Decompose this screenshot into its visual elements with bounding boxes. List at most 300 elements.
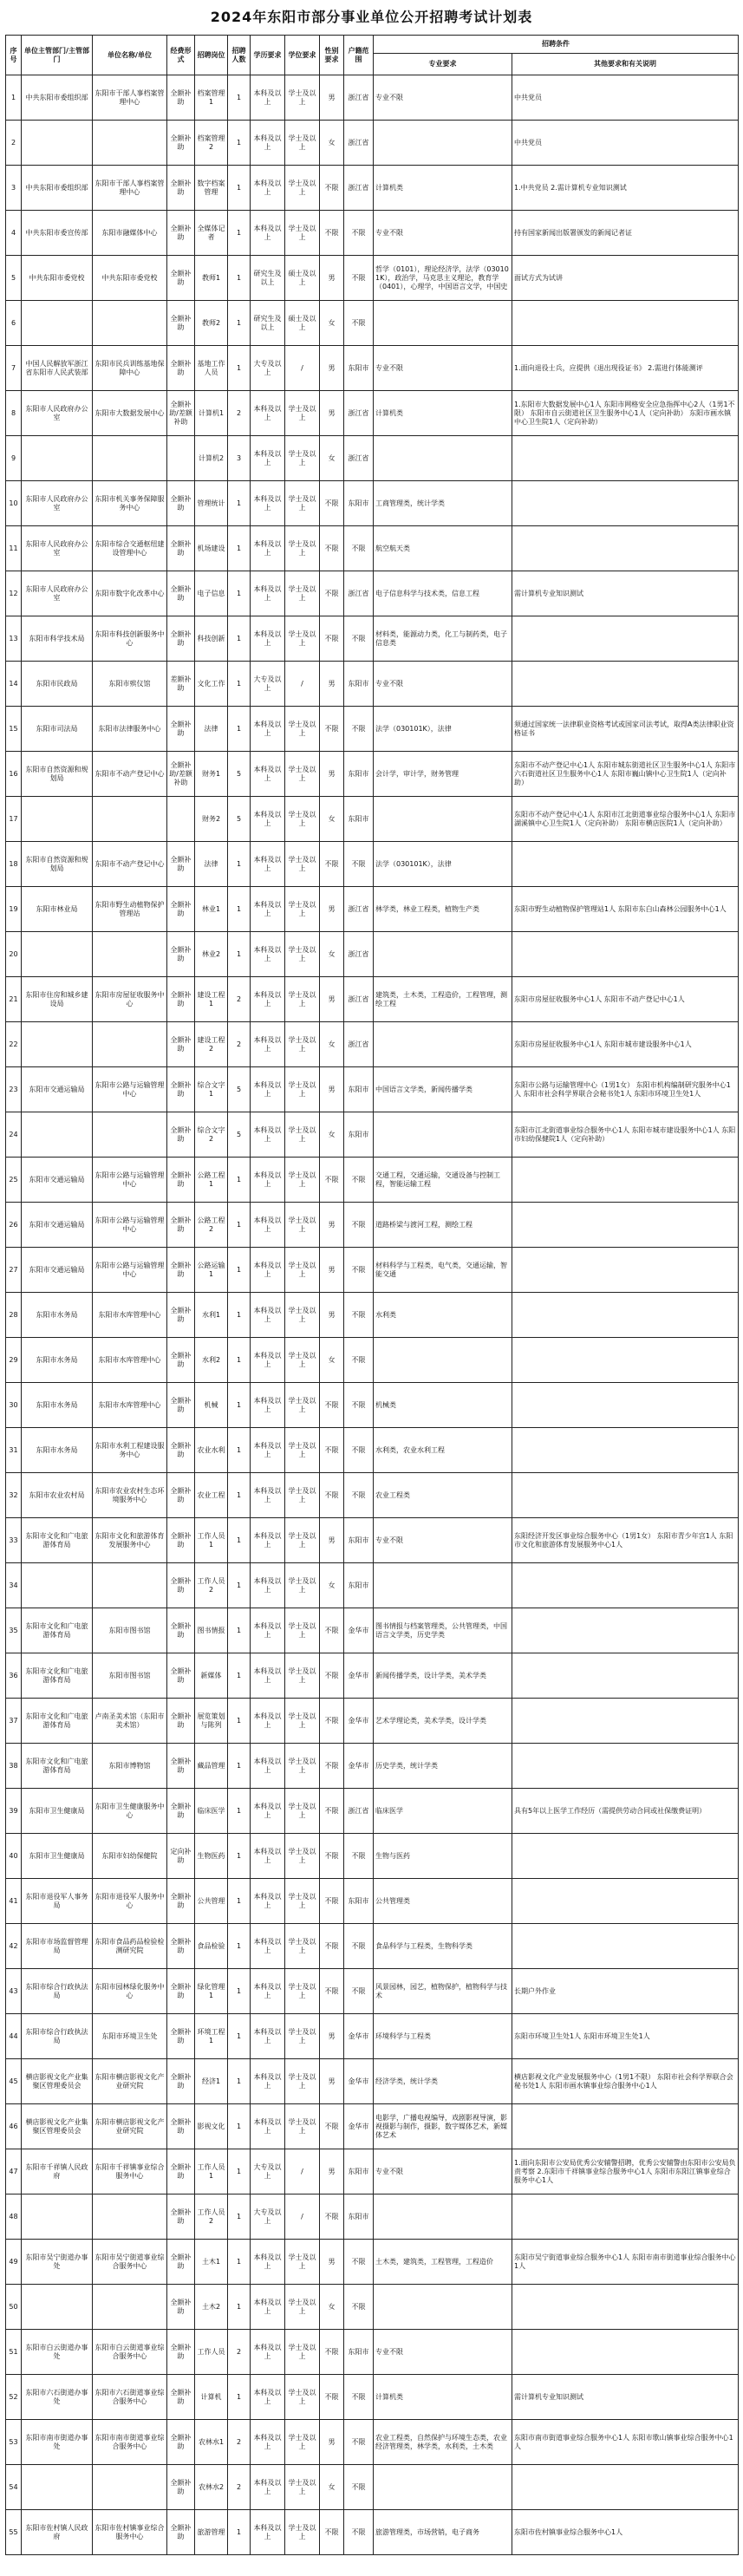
cell-funding: 全额补助 <box>167 2330 195 2375</box>
header-position: 招聘岗位 <box>195 36 228 75</box>
cell-education: 本科及以上 <box>251 2510 285 2555</box>
cell-residence: 不限 <box>344 707 374 752</box>
cell-major: 计算机类 <box>374 391 512 436</box>
cell-degree: 学士及以上 <box>285 752 320 797</box>
cell-residence: 金华市 <box>344 1699 374 1744</box>
cell-department: 东阳市文化和广电旅游体育局 <box>22 1653 93 1699</box>
cell-education: 本科及以上 <box>251 1112 285 1158</box>
cell-notes <box>512 1158 739 1203</box>
cell-degree: 学士及以上 <box>285 1789 320 1834</box>
cell-position: 工作人员 <box>195 2330 228 2375</box>
table-row <box>6 1158 739 1203</box>
cell-major: 专业不限 <box>374 662 512 707</box>
header-major: 专业要求 <box>374 54 512 75</box>
cell-position: 综合文字1 <box>195 1067 228 1112</box>
table-row <box>6 1473 739 1518</box>
cell-unit: 东阳市文化和旅游体育发展服务中心 <box>93 1518 167 1563</box>
cell-notes: 东阳市佐村镇事业综合服务中心1人 <box>512 2510 739 2555</box>
cell-funding: 全额补助 <box>167 1969 195 2014</box>
cell-count: 1 <box>228 166 251 211</box>
cell-unit: 东阳市公路与运输管理中心 <box>93 1248 167 1293</box>
cell-degree: 学士及以上 <box>285 75 320 121</box>
cell-degree: 学士及以上 <box>285 2104 320 2149</box>
cell-department <box>22 436 93 481</box>
cell-count: 2 <box>228 2330 251 2375</box>
cell-gender: 男 <box>320 391 344 436</box>
cell-major <box>374 797 512 842</box>
cell-gender: 女 <box>320 932 344 977</box>
cell-department: 东阳市交通运输局 <box>22 1203 93 1248</box>
cell-gender: 不限 <box>320 707 344 752</box>
cell-position: 展览策划与陈列 <box>195 1699 228 1744</box>
cell-notes <box>512 1563 739 1608</box>
cell-department: 东阳市退役军人事务局 <box>22 1879 93 1924</box>
cell-degree: 学士及以上 <box>285 616 320 662</box>
cell-notes <box>512 1608 739 1653</box>
cell-position: 农林水1 <box>195 2420 228 2465</box>
cell-count: 1 <box>228 2285 251 2330</box>
cell-department: 东阳市综合行政执法局 <box>22 1969 93 2014</box>
cell-index: 44 <box>6 2014 22 2059</box>
cell-position: 公共管理 <box>195 1879 228 1924</box>
cell-count: 2 <box>228 391 251 436</box>
cell-department: 东阳市交通运输局 <box>22 1067 93 1112</box>
cell-count: 1 <box>228 256 251 301</box>
cell-major: 环境科学与工程类 <box>374 2014 512 2059</box>
cell-notes <box>512 1699 739 1744</box>
cell-unit: 东阳市图书馆 <box>93 1653 167 1699</box>
cell-major: 新闻传播学类，设计学类，美术学类 <box>374 1653 512 1699</box>
cell-index: 55 <box>6 2510 22 2555</box>
cell-count: 5 <box>228 797 251 842</box>
header-gender: 性别要求 <box>320 36 344 75</box>
cell-residence: 东阳市 <box>344 481 374 526</box>
table-row <box>6 1428 739 1473</box>
cell-count: 1 <box>228 1158 251 1203</box>
cell-unit <box>93 436 167 481</box>
cell-unit: 东阳市融媒体中心 <box>93 211 167 256</box>
cell-position: 林业2 <box>195 932 228 977</box>
cell-gender: 女 <box>320 1112 344 1158</box>
cell-index: 6 <box>6 301 22 346</box>
cell-unit <box>93 301 167 346</box>
cell-department <box>22 121 93 166</box>
table-row <box>6 346 739 391</box>
table-row <box>6 2285 739 2330</box>
cell-residence: 不限 <box>344 616 374 662</box>
cell-funding: 全额补助 <box>167 526 195 571</box>
cell-education: 本科及以上 <box>251 1473 285 1518</box>
table-row <box>6 887 739 932</box>
cell-major <box>374 2285 512 2330</box>
cell-count: 1 <box>228 571 251 616</box>
cell-degree: 学士及以上 <box>285 2375 320 2420</box>
cell-funding: 全额补助 <box>167 2510 195 2555</box>
cell-count: 1 <box>228 1969 251 2014</box>
table-row <box>6 1563 739 1608</box>
cell-department: 东阳市水务局 <box>22 1428 93 1473</box>
cell-count: 1 <box>228 1744 251 1789</box>
cell-notes <box>512 1744 739 1789</box>
cell-gender: 女 <box>320 2465 344 2510</box>
cell-degree: 学士及以上 <box>285 2420 320 2465</box>
cell-major: 林学类，林业工程类，植物生产类 <box>374 887 512 932</box>
cell-gender: 女 <box>320 1338 344 1383</box>
cell-degree: 学士及以上 <box>285 1518 320 1563</box>
cell-unit: 卢南圣美术馆（东阳市美术馆） <box>93 1699 167 1744</box>
cell-unit: 东阳市退役军人服务中心 <box>93 1879 167 1924</box>
table-row <box>6 301 739 346</box>
cell-funding: 全额补助 <box>167 2375 195 2420</box>
cell-count: 1 <box>228 932 251 977</box>
cell-major: 法学（030101K），法律 <box>374 842 512 887</box>
cell-count: 1 <box>228 1383 251 1428</box>
cell-gender: 男 <box>320 2059 344 2104</box>
cell-position: 公路运输1 <box>195 1248 228 1293</box>
cell-residence: 东阳市 <box>344 1518 374 1563</box>
table-row <box>6 2375 739 2420</box>
cell-gender: 男 <box>320 2149 344 2194</box>
cell-major: 水利类 <box>374 1293 512 1338</box>
cell-unit: 东阳市妇幼保健院 <box>93 1834 167 1879</box>
cell-gender: 男 <box>320 1067 344 1112</box>
cell-education: 本科及以上 <box>251 1067 285 1112</box>
cell-notes: 1.中共党员 2.需计算机专业知识测试 <box>512 166 739 211</box>
cell-gender: 男 <box>320 1248 344 1293</box>
table-row <box>6 571 739 616</box>
cell-education: 本科及以上 <box>251 707 285 752</box>
header-count: 招聘人数 <box>228 36 251 75</box>
cell-notes <box>512 1473 739 1518</box>
cell-residence: 不限 <box>344 1834 374 1879</box>
cell-education: 本科及以上 <box>251 1653 285 1699</box>
cell-residence: 金华市 <box>344 2104 374 2149</box>
table-row <box>6 526 739 571</box>
cell-degree: / <box>285 2149 320 2194</box>
cell-degree: 学士及以上 <box>285 1338 320 1383</box>
cell-funding: 全额补助 <box>167 1383 195 1428</box>
cell-position: 旅游管理 <box>195 2510 228 2555</box>
cell-education: 本科及以上 <box>251 1383 285 1428</box>
cell-index: 16 <box>6 752 22 797</box>
cell-index: 21 <box>6 977 22 1022</box>
cell-residence: 浙江省 <box>344 1022 374 1067</box>
table-row <box>6 1112 739 1158</box>
cell-residence: 不限 <box>344 1203 374 1248</box>
cell-department: 东阳市卫生健康局 <box>22 1789 93 1834</box>
cell-notes <box>512 301 739 346</box>
cell-index: 32 <box>6 1473 22 1518</box>
cell-major: 哲学（0101），理论经济学，法学（030101K），政治学，马克思主义理论，教育学（0401），心理学，中国语言文学，中国史 <box>374 256 512 301</box>
cell-count: 1 <box>228 1518 251 1563</box>
cell-unit: 东阳市干部人事档案管理中心 <box>93 166 167 211</box>
cell-department: 东阳市自然资源和规划局 <box>22 842 93 887</box>
cell-education: 本科及以上 <box>251 2240 285 2285</box>
cell-notes <box>512 1653 739 1699</box>
cell-funding: 全额补助 <box>167 1518 195 1563</box>
cell-major: 计算机类 <box>374 166 512 211</box>
cell-major: 艺术学理论类，美术学类，设计学类 <box>374 1699 512 1744</box>
cell-funding: 全额补助/差额补助 <box>167 752 195 797</box>
cell-index: 38 <box>6 1744 22 1789</box>
cell-position: 工作人员1 <box>195 2149 228 2194</box>
cell-residence: 东阳市 <box>344 1112 374 1158</box>
cell-gender: 男 <box>320 2014 344 2059</box>
cell-position: 档案管理1 <box>195 75 228 121</box>
cell-index: 39 <box>6 1789 22 1834</box>
cell-position: 经济1 <box>195 2059 228 2104</box>
cell-residence: 不限 <box>344 1383 374 1428</box>
cell-residence: 不限 <box>344 1924 374 1969</box>
cell-degree: / <box>285 346 320 391</box>
cell-index: 52 <box>6 2375 22 2420</box>
cell-index: 1 <box>6 75 22 121</box>
cell-unit <box>93 932 167 977</box>
table-row <box>6 932 739 977</box>
cell-major: 旅游管理类，市场营销，电子商务 <box>374 2510 512 2555</box>
cell-position: 机械 <box>195 1383 228 1428</box>
cell-position: 农业水利 <box>195 1428 228 1473</box>
cell-major: 电影学，广播电视编导，戏剧影视导演，影视摄影与制作，摄影，数字媒体艺术，新媒体艺术 <box>374 2104 512 2149</box>
cell-unit: 东阳市千祥镇事业综合服务中心 <box>93 2149 167 2194</box>
cell-degree: 学士及以上 <box>285 2510 320 2555</box>
cell-department <box>22 1563 93 1608</box>
table-row <box>6 1293 739 1338</box>
cell-gender: 不限 <box>320 526 344 571</box>
recruitment-table <box>5 35 739 2555</box>
cell-department: 东阳市水务局 <box>22 1383 93 1428</box>
cell-index: 46 <box>6 2104 22 2149</box>
cell-degree: 学士及以上 <box>285 2330 320 2375</box>
cell-education: 本科及以上 <box>251 166 285 211</box>
cell-position: 机场建设 <box>195 526 228 571</box>
cell-unit: 东阳市科技创新服务中心 <box>93 616 167 662</box>
cell-count: 1 <box>228 1789 251 1834</box>
cell-index: 8 <box>6 391 22 436</box>
table-row <box>6 121 739 166</box>
table-row <box>6 1248 739 1293</box>
cell-notes: 东阳市房屋征收服务中心1人 东阳市不动产登记中心1人 <box>512 977 739 1022</box>
cell-degree: 学士及以上 <box>285 842 320 887</box>
cell-department <box>22 2465 93 2510</box>
cell-education: 大专及以上 <box>251 346 285 391</box>
cell-residence: 不限 <box>344 1158 374 1203</box>
cell-major <box>374 1112 512 1158</box>
cell-notes: 东阳市公路与运输管理中心（1男1女） 东阳市机构编制研究服务中心1人 东阳市社会科学界联合会秘书处1人 东阳市环境卫生处1人 <box>512 1067 739 1112</box>
cell-index: 45 <box>6 2059 22 2104</box>
cell-degree: 学士及以上 <box>285 166 320 211</box>
cell-gender: 不限 <box>320 166 344 211</box>
table-row <box>6 2420 739 2465</box>
cell-index: 53 <box>6 2420 22 2465</box>
cell-degree: 学士及以上 <box>285 1383 320 1428</box>
table-row <box>6 752 739 797</box>
cell-residence: 不限 <box>344 2240 374 2285</box>
cell-notes <box>512 616 739 662</box>
cell-unit: 东阳市法律服务中心 <box>93 707 167 752</box>
table-row <box>6 1744 739 1789</box>
cell-count: 1 <box>228 1248 251 1293</box>
cell-index: 24 <box>6 1112 22 1158</box>
cell-position: 财务2 <box>195 797 228 842</box>
cell-count: 1 <box>228 1203 251 1248</box>
cell-count: 2 <box>228 2465 251 2510</box>
cell-residence: 不限 <box>344 211 374 256</box>
cell-unit: 东阳市六石街道事业综合服务中心 <box>93 2375 167 2420</box>
cell-education: 本科及以上 <box>251 436 285 481</box>
cell-notes: 东阳市江北街道事业综合服务中心1人 东阳市城市建设服务中心1人 东阳市妇幼保健院1人（定向补助） <box>512 1112 739 1158</box>
cell-unit: 东阳市博物馆 <box>93 1744 167 1789</box>
cell-count: 1 <box>228 75 251 121</box>
cell-index: 15 <box>6 707 22 752</box>
cell-index: 27 <box>6 1248 22 1293</box>
cell-major <box>374 436 512 481</box>
cell-gender: 女 <box>320 1022 344 1067</box>
cell-education: 本科及以上 <box>251 481 285 526</box>
cell-education: 本科及以上 <box>251 2285 285 2330</box>
cell-major: 历史学类，统计学类 <box>374 1744 512 1789</box>
cell-gender: 不限 <box>320 1789 344 1834</box>
cell-degree: 学士及以上 <box>285 1473 320 1518</box>
cell-degree: 学士及以上 <box>285 1924 320 1969</box>
cell-department: 中共东阳市委组织部 <box>22 166 93 211</box>
cell-gender: 男 <box>320 75 344 121</box>
cell-residence: 浙江省 <box>344 887 374 932</box>
page-title: 2024年东阳市部分事业单位公开招聘考试计划表 <box>210 9 533 25</box>
cell-major <box>374 2465 512 2510</box>
cell-degree: 硕士及以上 <box>285 256 320 301</box>
cell-position: 藏品管理 <box>195 1744 228 1789</box>
cell-degree: 学士及以上 <box>285 707 320 752</box>
cell-major: 专业不限 <box>374 346 512 391</box>
cell-count: 5 <box>228 1112 251 1158</box>
cell-count: 1 <box>228 842 251 887</box>
cell-position: 土木2 <box>195 2285 228 2330</box>
cell-major: 临床医学 <box>374 1789 512 1834</box>
cell-residence: 不限 <box>344 1428 374 1473</box>
cell-funding: 全额补助 <box>167 75 195 121</box>
table-row <box>6 842 739 887</box>
table-row <box>6 436 739 481</box>
cell-unit: 东阳市农业农村生态环境服务中心 <box>93 1473 167 1518</box>
cell-position: 绿化管理1 <box>195 1969 228 2014</box>
cell-count: 1 <box>228 1608 251 1653</box>
cell-unit: 东阳市南市街道事业综合服务中心 <box>93 2420 167 2465</box>
cell-unit <box>93 2194 167 2240</box>
cell-position: 公路工程2 <box>195 1203 228 1248</box>
cell-count: 5 <box>228 752 251 797</box>
cell-count: 1 <box>228 346 251 391</box>
cell-position: 工作人员2 <box>195 2194 228 2240</box>
cell-gender: 女 <box>320 797 344 842</box>
cell-degree: 学士及以上 <box>285 1834 320 1879</box>
cell-position: 综合文字2 <box>195 1112 228 1158</box>
cell-gender: 不限 <box>320 1608 344 1653</box>
cell-major: 农业工程类 <box>374 1473 512 1518</box>
cell-notes: 1.东阳市大数据发展中心1人 东阳市网格安全应急指挥中心2人（1男1不限） 东阳市自云街道社区卫生服务中心1人（定向补助） 东阳市画水镇中心卫生院1人（定向补助） <box>512 391 739 436</box>
cell-funding: 全额补助 <box>167 2194 195 2240</box>
cell-notes <box>512 1879 739 1924</box>
cell-index: 2 <box>6 121 22 166</box>
table-row <box>6 797 739 842</box>
cell-residence: 不限 <box>344 2510 374 2555</box>
cell-education: 本科及以上 <box>251 1699 285 1744</box>
cell-funding: 差额补助 <box>167 662 195 707</box>
cell-education: 本科及以上 <box>251 1518 285 1563</box>
cell-unit: 中共东阳市委党校 <box>93 256 167 301</box>
cell-notes: 东阳市南市街道事业综合服务中心1人 东阳市歌山镇事业综合服务中心1人 <box>512 2420 739 2465</box>
cell-major: 土木类，建筑类，工程管理，工程造价 <box>374 2240 512 2285</box>
table-row <box>6 2104 739 2149</box>
cell-gender: 女 <box>320 2285 344 2330</box>
cell-residence: 不限 <box>344 1473 374 1518</box>
table-row <box>6 1834 739 1879</box>
cell-degree: 学士及以上 <box>285 1067 320 1112</box>
cell-degree: 学士及以上 <box>285 1699 320 1744</box>
cell-count: 1 <box>228 1699 251 1744</box>
table-row <box>6 166 739 211</box>
cell-degree: 学士及以上 <box>285 797 320 842</box>
cell-funding: 全额补助 <box>167 1924 195 1969</box>
table-row <box>6 1699 739 1744</box>
cell-education: 本科及以上 <box>251 752 285 797</box>
cell-notes: 面试方式为试讲 <box>512 256 739 301</box>
cell-unit <box>93 2285 167 2330</box>
cell-count: 1 <box>228 2104 251 2149</box>
cell-major <box>374 1338 512 1383</box>
cell-funding: 全额补助 <box>167 2149 195 2194</box>
cell-funding: 全额补助 <box>167 1428 195 1473</box>
cell-degree: 学士及以上 <box>285 2285 320 2330</box>
cell-gender: 不限 <box>320 1879 344 1924</box>
cell-unit: 东阳市数字化改革中心 <box>93 571 167 616</box>
cell-degree: 学士及以上 <box>285 1428 320 1473</box>
table-row <box>6 1969 739 2014</box>
cell-index: 25 <box>6 1158 22 1203</box>
cell-index: 11 <box>6 526 22 571</box>
cell-position: 教师2 <box>195 301 228 346</box>
cell-education: 本科及以上 <box>251 1744 285 1789</box>
cell-gender: 不限 <box>320 616 344 662</box>
table-row <box>6 1879 739 1924</box>
table-row <box>6 616 739 662</box>
cell-unit: 东阳市野生动植物保护管理站 <box>93 887 167 932</box>
cell-unit: 东阳市公路与运输管理中心 <box>93 1158 167 1203</box>
cell-residence: 浙江省 <box>344 977 374 1022</box>
cell-major: 道路桥梁与渡河工程，测绘工程 <box>374 1203 512 1248</box>
cell-funding: 全额补助 <box>167 2285 195 2330</box>
cell-index: 12 <box>6 571 22 616</box>
cell-residence: 不限 <box>344 1248 374 1293</box>
cell-funding: 全额补助 <box>167 346 195 391</box>
cell-degree: 学士及以上 <box>285 1203 320 1248</box>
cell-education: 本科及以上 <box>251 1563 285 1608</box>
cell-gender: 女 <box>320 1563 344 1608</box>
cell-position: 农林水2 <box>195 2465 228 2510</box>
cell-education: 本科及以上 <box>251 1924 285 1969</box>
table-row <box>6 391 739 436</box>
cell-major: 材料科学与工程类，电气类，交通运输，智能交通 <box>374 1248 512 1293</box>
cell-notes <box>512 2465 739 2510</box>
cell-degree: 学士及以上 <box>285 1248 320 1293</box>
cell-major: 专业不限 <box>374 2330 512 2375</box>
cell-major <box>374 301 512 346</box>
cell-department: 东阳市自然资源和规划局 <box>22 752 93 797</box>
cell-degree: 学士及以上 <box>285 2240 320 2285</box>
cell-degree: 硕士及以上 <box>285 301 320 346</box>
cell-position: 法律 <box>195 707 228 752</box>
cell-residence: 金华市 <box>344 2014 374 2059</box>
